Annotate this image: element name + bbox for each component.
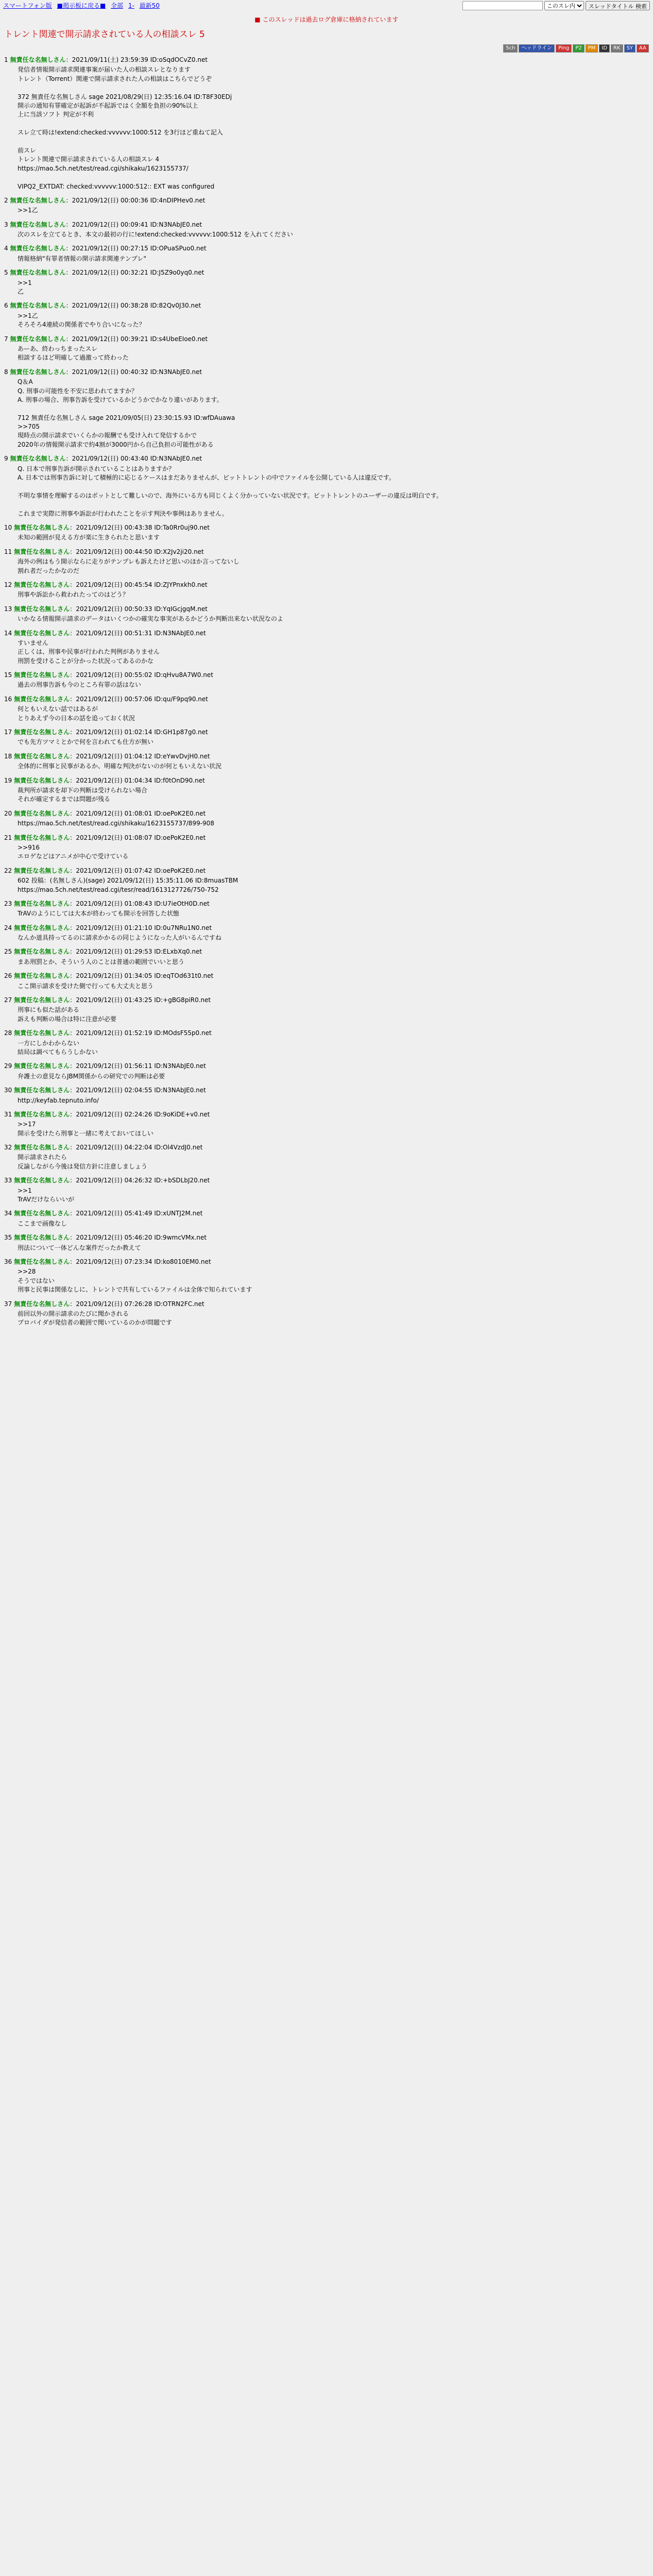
latest50-link[interactable]: 最新50 (139, 2, 160, 9)
post-date: 2021/09/12(日) 01:08:01 ID:oePoK2E0.net (76, 809, 206, 817)
post-number[interactable]: 4 (4, 245, 8, 252)
post-number[interactable]: 29 (4, 1062, 12, 1070)
post-separator: ： (65, 455, 72, 463)
post-number[interactable]: 2 (4, 196, 8, 204)
poster-name: 無責任な名無しさん (14, 1258, 70, 1265)
post (4, 834, 649, 861)
poster-name: 無責任な名無しさん (10, 56, 66, 64)
post-separator: ： (70, 900, 76, 907)
post-separator: ： (70, 1062, 76, 1070)
post-body: すいません 正しくは、刑事や民事が行われた判例がありません 刑罰を受けることが分かった状況ってあるのかな (18, 639, 160, 665)
post-header (4, 1300, 649, 1309)
post-separator: ： (70, 695, 76, 703)
toolbar-5ch[interactable]: 5ch (503, 44, 518, 53)
post-separator: ： (70, 1210, 76, 1217)
post-header (4, 867, 649, 875)
poster-name: 無責任な名無しさん (14, 629, 70, 637)
warning-icon: ■ (254, 16, 261, 23)
post-date: 2021/09/12(日) 00:45:54 ID:ZJYPnxkh0.net (76, 581, 208, 588)
post-header (4, 244, 649, 253)
post-body: 次のスレを立てるとき、本文の最初の行に!extend:checked:vvvvvv:1000:512 を入れてください (18, 231, 294, 239)
post-separator: ： (70, 867, 76, 874)
post-separator: ： (70, 834, 76, 841)
post-body: >>1 TrAVだけならいいが (18, 1187, 75, 1204)
poster-name: 無責任な名無しさん (10, 368, 66, 376)
post-number[interactable]: 3 (4, 221, 8, 228)
post-date: 2021/09/12(日) 00:09:41 ID:N3NAbJE0.net (72, 221, 202, 228)
post-number[interactable]: 14 (4, 629, 12, 637)
post-date: 2021/09/12(日) 04:22:04 ID:Ol4VzdJ0.net (76, 1144, 203, 1151)
poster-name: 無責任な名無しさん (10, 245, 66, 252)
post-number[interactable]: 11 (4, 548, 12, 555)
post-number[interactable]: 10 (4, 524, 12, 531)
post (4, 671, 649, 690)
post-separator: ： (70, 1144, 76, 1151)
post (4, 1143, 649, 1171)
poster-name: 無責任な名無しさん (14, 752, 70, 760)
post-body: まあ刑罰とか、そういう人のことは普通の範囲でいいと思う (18, 958, 185, 965)
poster-name: 無責任な名無しさん (14, 1062, 70, 1070)
post-number[interactable]: 33 (4, 1177, 12, 1184)
post-separator: ： (70, 924, 76, 931)
post-separator: ： (65, 335, 72, 343)
post (4, 1209, 649, 1228)
post-header (4, 196, 649, 205)
post-header (4, 695, 649, 704)
post-body: いかなる情報開示請求のデータはいくつかの確実な事実があるかどうか判断出来ない状況なのよ (18, 615, 284, 623)
poster-name: 無責任な名無しさん (14, 809, 70, 817)
post-header (4, 605, 649, 614)
post (4, 56, 649, 191)
post-date: 2021/09/12(日) 00:43:40 ID:N3NAbJE0.net (72, 455, 202, 463)
post-body: >>1 乙 (18, 279, 32, 296)
post-date: 2021/09/12(日) 00:38:28 ID:82Qv0J30.net (72, 302, 201, 310)
toolbar (4, 44, 649, 56)
post (4, 629, 649, 666)
post-separator: ： (70, 548, 76, 555)
board-return-link[interactable]: ■掲示板に戻る■ (57, 2, 106, 9)
post (4, 924, 649, 943)
post-list (0, 56, 653, 1328)
post-header (4, 548, 649, 556)
post-number[interactable]: 36 (4, 1258, 12, 1265)
post-number[interactable]: 30 (4, 1087, 12, 1094)
post-header (4, 454, 649, 463)
post-body: 開示請求されたら 反論しながら今後は発信方針に注意しましょう (18, 1154, 148, 1170)
post (4, 1233, 649, 1252)
poster-name: 無責任な名無しさん (14, 728, 70, 736)
post-number[interactable]: 16 (4, 695, 12, 703)
post-date: 2021/09/12(日) 01:02:14 ID:GH1p87g0.net (76, 728, 208, 736)
post-number[interactable]: 24 (4, 924, 12, 931)
post (4, 809, 649, 828)
post (4, 1062, 649, 1081)
post (4, 1086, 649, 1105)
poster-name: 無責任な名無しさん (14, 605, 70, 613)
poster-name: 無責任な名無しさん (14, 1177, 70, 1184)
post-date: 2021/09/12(日) 00:27:15 ID:OPuaSPuo0.net (72, 245, 207, 252)
post-number[interactable]: 17 (4, 728, 12, 736)
post-body: 何ともいえない話ではあるが とりあえず今の日本の話を追っておく状況 (18, 705, 135, 722)
post-body: 刑事や訴訟から救われたってのはどう？ (18, 591, 129, 599)
poster-name: 無責任な名無しさん (14, 524, 70, 531)
post-date: 2021/09/12(日) 01:34:05 ID:eqTOd631t0.net (76, 972, 214, 980)
post-body: >>28 そうではない 刑事と民事は関係なしに、トレントで共有しているファイルは全体で知られています (18, 1268, 252, 1294)
post-date: 2021/09/12(日) 01:21:10 ID:0u7NRu1N0.net (76, 924, 212, 931)
post-date: 2021/09/12(日) 01:04:12 ID:eYwvDvjH0.net (76, 752, 210, 760)
post-header (4, 900, 649, 908)
post (4, 1176, 649, 1204)
post-number[interactable]: 8 (4, 368, 8, 376)
post-number[interactable]: 23 (4, 900, 12, 907)
post (4, 728, 649, 747)
post (4, 581, 649, 600)
post-header (4, 1086, 649, 1095)
post-header (4, 752, 649, 761)
post-header (4, 1233, 649, 1242)
toolbar-id[interactable]: ID (599, 44, 610, 53)
post-separator: ： (70, 972, 76, 980)
poster-name: 無責任な名無しさん (14, 948, 70, 956)
post-body: >>17 開示を受けたら刑事と一緒に考えておいてほしい (18, 1121, 154, 1137)
post-separator: ： (70, 1087, 76, 1094)
post (4, 368, 649, 450)
post-separator: ： (70, 996, 76, 1004)
post-body: 裁判所が請求を却下の判断は受けられない場合 それが確定するまでは問題が残る (18, 786, 148, 803)
post-separator: ： (70, 1258, 76, 1265)
post-date: 2021/09/12(日) 00:51:31 ID:N3NAbJE0.net (76, 629, 206, 637)
post-header (4, 809, 649, 818)
post-date: 2021/09/12(日) 00:44:50 ID:X2Jv2ji20.net (76, 548, 204, 555)
post-separator: ： (70, 1177, 76, 1184)
post-header (4, 1176, 649, 1185)
post (4, 900, 649, 919)
poster-name: 無責任な名無しさん (14, 548, 70, 555)
poster-name: 無責任な名無しさん (14, 1087, 70, 1094)
post-number[interactable]: 20 (4, 809, 12, 817)
all-posts-link[interactable]: 全部 (111, 2, 124, 9)
post-separator: ： (65, 302, 72, 310)
post-header (4, 301, 649, 310)
poster-name: 無責任な名無しさん (10, 335, 66, 343)
post-date: 2021/09/12(日) 00:00:36 ID:4nDIPHev0.net (72, 196, 205, 204)
post-body: 未知の範囲が見える方が楽に生きられたと思います (18, 534, 160, 541)
search-area (462, 1, 650, 10)
post-number[interactable]: 34 (4, 1210, 12, 1217)
post-date: 2021/09/12(日) 00:43:38 ID:Ta0Rr0uj90.net (76, 524, 210, 531)
post-body: Q＆A Q. 刑事の可能性を不安に思われてますか？ A. 刑事の場合、刑事告訴を受けているかどうかでかなり違いがあります。 712 無責任な名無しさん sage 2021/09/05(日) 23:30:15.93 ID:wfDAuawa >>705 現時点の開示請求でいくらかの報酬でも受け入れて発信するかで 2020年の情報開示請求で約4割が3000円から自己負担の可能性がある (18, 378, 235, 448)
post-date: 2021/09/12(日) 02:24:26 ID:9oKiDE+v0.net (76, 1110, 210, 1118)
post-body: https://mao.5ch.net/test/read.cgi/shikaku/1623155737/899-908 (18, 820, 214, 827)
post-header (4, 834, 649, 842)
post-date: 2021/09/12(日) 00:55:02 ID:qHvu8A7W0.net (76, 671, 214, 679)
post-date: 2021/09/12(日) 00:40:32 ID:N3NAbJE0.net (72, 368, 202, 376)
first-posts-link[interactable]: 1- (128, 2, 134, 9)
poster-name: 無責任な名無しさん (10, 302, 66, 310)
post-header (4, 671, 649, 680)
post (4, 454, 649, 518)
post-header (4, 1062, 649, 1071)
post-header (4, 1029, 649, 1038)
post (4, 867, 649, 894)
archive-notice: ■ このスレッドは過去ログ倉庫に格納されています (254, 16, 399, 23)
post-number[interactable]: 9 (4, 455, 8, 463)
post-separator: ： (70, 524, 76, 531)
post-number[interactable]: 15 (4, 671, 12, 679)
post-date: 2021/09/12(日) 01:56:11 ID:N3NAbJE0.net (76, 1062, 206, 1070)
post-header (4, 221, 649, 229)
post-separator: ： (70, 671, 76, 679)
poster-name: 無責任な名無しさん (14, 1234, 70, 1242)
post (4, 196, 649, 215)
post-body: あーあ、終わっちまったスレ 相談するほど明確して過激って終わった (18, 345, 129, 362)
post-body: 602 投稿：(名無しさん)(sage) 2021/09/12(日) 15:35:11.06 ID:8muasTBM https://mao.5ch.net/test/read.cgi/tesr/read/1613127726/750-752 (18, 877, 238, 893)
post-body: 前回以外の開示請求のたびに聞かされる プロバイダが発信者の範囲で聞いているのかが問題です (18, 1310, 173, 1327)
post-number[interactable]: 27 (4, 996, 12, 1004)
post-header (4, 1143, 649, 1152)
post-header (4, 1110, 649, 1119)
post-date: 2021/09/12(日) 01:08:43 ID:U7ieOtH0D.net (76, 900, 210, 907)
post (4, 605, 649, 624)
post-separator: ： (70, 948, 76, 956)
post-date: 2021/09/12(日) 00:39:21 ID:s4UbeEIoe0.net (72, 335, 208, 343)
post (4, 244, 649, 263)
post-header (4, 523, 649, 532)
post-body: 刑法について一体どんな案件だったか教えて (18, 1244, 141, 1251)
poster-name: 無責任な名無しさん (14, 1210, 70, 1217)
post-date: 2021/09/12(日) 05:46:20 ID:9wmcVMx.net (76, 1234, 207, 1242)
post-body: TrAVのようにしては大本が終わっても開示を回答した状態 (18, 910, 180, 918)
post (4, 972, 649, 991)
post-body: 情報格納"有罪者情報の開示請求関連テンプレ" (18, 255, 146, 262)
post-date: 2021/09/12(日) 02:04:55 ID:N3NAbJE0.net (76, 1087, 206, 1094)
poster-name: 無責任な名無しさん (14, 671, 70, 679)
post-separator: ： (70, 1110, 76, 1118)
post-header (4, 924, 649, 933)
post-header (4, 1209, 649, 1218)
poster-name: 無責任な名無しさん (14, 1144, 70, 1151)
post-date: 2021/09/12(日) 00:32:21 ID:J5Z9o0yq0.net (72, 269, 204, 277)
post-date: 2021/09/12(日) 04:26:32 ID:+bSDLbJ20.net (76, 1177, 210, 1184)
post (4, 523, 649, 543)
post-body: >>1乙 (18, 207, 38, 214)
top-links (3, 2, 163, 9)
post-separator: ： (65, 368, 72, 376)
post-date: 2021/09/12(日) 00:57:06 ID:qu/F9pq90.net (76, 695, 209, 703)
post-date: 2021/09/12(日) 05:41:49 ID:xUNTJ2M.net (76, 1210, 203, 1217)
post-separator: ： (65, 245, 72, 252)
toolbar-pm[interactable]: PM (586, 44, 598, 53)
post-number[interactable]: 35 (4, 1234, 12, 1242)
toolbar-p2[interactable]: P2 (573, 44, 584, 53)
post (4, 268, 649, 296)
post-number[interactable]: 26 (4, 972, 12, 980)
post-header (4, 947, 649, 956)
post-number[interactable]: 19 (4, 776, 12, 784)
post (4, 947, 649, 967)
post-number[interactable]: 22 (4, 867, 12, 874)
post-body: ここまで画像なし (18, 1219, 67, 1227)
post-body: なんか道具持ってるのに請求かかるの同じようになった人がいるんですね (18, 934, 222, 942)
post-date: 2021/09/12(日) 07:26:28 ID:OTRN2FC.net (76, 1300, 204, 1308)
post-separator: ： (70, 629, 76, 637)
poster-name: 無責任な名無しさん (14, 834, 70, 841)
post (4, 1029, 649, 1057)
post-date: 2021/09/11(土) 23:59:39 ID:oSqdOCvZ0.net (72, 56, 208, 64)
post-header (4, 776, 649, 785)
post-header (4, 629, 649, 638)
post-body: Q. 日本で刑事告訴が開示されていることはありますか？ A. 日本では刑事告訴に対して積極的に応じるケースはまだありませんが、ビットトレントの中でファイルを公開している人は違反です。 不明な事情を理解するのはボットとして難しいので、海外にいる方も同じくよく分かっていない状況です。ビットトレントのユーザーの違反は明白です。 これまで実際に刑事や訴訟が行われたことを示す判決や事例はありません。 (18, 465, 443, 517)
post-header (4, 1258, 649, 1266)
post-separator: ： (65, 221, 72, 228)
post-body: >>1乙 そろそろ4連続の関係者でやり合いになった？ (18, 312, 145, 329)
post-number[interactable]: 1 (4, 56, 8, 64)
post-body: 全体的に刑事と民事があるか、明確な判決がないのが何ともいえない状況 (18, 762, 222, 770)
post-separator: ： (65, 269, 72, 277)
post-date: 2021/09/12(日) 01:43:25 ID:+gBG8piR0.net (76, 996, 211, 1004)
post-separator: ： (65, 56, 72, 64)
post-body: >>916 エロゲなどはアニメが中心で受けている (18, 843, 129, 860)
poster-name: 無責任な名無しさん (14, 1300, 70, 1308)
poster-name: 無責任な名無しさん (14, 924, 70, 931)
toolbar-buttons (503, 44, 649, 53)
post-date: 2021/09/12(日) 01:04:34 ID:f0tOnD90.net (76, 776, 205, 784)
post-number[interactable]: 5 (4, 269, 8, 277)
post (4, 1110, 649, 1138)
post-body: 弁護士の意見ならJBM関係からの研究での判断は必要 (18, 1072, 165, 1080)
post-separator: ： (70, 728, 76, 736)
post (4, 695, 649, 723)
poster-name: 無責任な名無しさん (14, 695, 70, 703)
post-number[interactable]: 6 (4, 302, 8, 310)
post-header (4, 728, 649, 737)
post-header (4, 335, 649, 344)
search-input[interactable] (462, 1, 543, 10)
post (4, 776, 649, 804)
search-button[interactable]: スレッドタイトル 検索 (586, 1, 650, 10)
post (4, 335, 649, 363)
post-body: でも先方ツマミとかで何を言われても仕方が無い (18, 738, 154, 746)
toolbar-rk[interactable]: RK (611, 44, 623, 53)
toolbar-headline[interactable]: ヘッドライン (519, 44, 555, 53)
poster-name: 無責任な名無しさん (10, 269, 66, 277)
post-number[interactable]: 32 (4, 1144, 12, 1151)
poster-name: 無責任な名無しさん (14, 996, 70, 1004)
post (4, 301, 649, 329)
post-number[interactable]: 21 (4, 834, 12, 841)
post-number[interactable]: 25 (4, 948, 12, 956)
top-bar (0, 0, 653, 11)
toolbar-ping[interactable]: Ping (556, 44, 572, 53)
post-header (4, 996, 649, 1005)
poster-name: 無責任な名無しさん (14, 900, 70, 907)
toolbar-sy[interactable]: SY (624, 44, 635, 53)
post-date: 2021/09/12(日) 01:07:42 ID:oePoK2E0.net (76, 867, 206, 874)
thread-title: トレント関連で開示請求されている人の相談スレ 5 (4, 29, 205, 40)
toolbar-aa[interactable]: AA (637, 44, 649, 53)
post-date: 2021/09/12(日) 07:23:34 ID:ko8010EM0.net (76, 1258, 211, 1265)
post-body: 一方にしかわからない 結局は調べてもらうしかない (18, 1039, 98, 1056)
poster-name: 無責任な名無しさん (14, 972, 70, 980)
poster-name: 無責任な名無しさん (14, 581, 70, 588)
post (4, 1258, 649, 1295)
post-separator: ： (65, 196, 72, 204)
post-body: 海外の例はもう開示ならに走りがテンプレも訴えたけど思いのほか言ってないし 割れ者だったかなのだ (18, 558, 239, 574)
post-header (4, 972, 649, 980)
post-separator: ： (70, 581, 76, 588)
search-scope-select[interactable] (544, 1, 584, 10)
post-date: 2021/09/12(日) 01:29:53 ID:ELxbXq0.net (76, 948, 202, 956)
post-number[interactable]: 7 (4, 335, 8, 343)
post-body: ここ開示請求を受けた側で行っても大丈夫と思う (18, 982, 154, 990)
post-date: 2021/09/12(日) 00:50:33 ID:YqIGcjgqM.net (76, 605, 208, 613)
poster-name: 無責任な名無しさん (10, 221, 66, 228)
post-separator: ： (70, 605, 76, 613)
post-separator: ： (70, 1234, 76, 1242)
poster-name: 無責任な名無しさん (14, 776, 70, 784)
post (4, 752, 649, 771)
post-separator: ： (70, 752, 76, 760)
post-number[interactable]: 18 (4, 752, 12, 760)
post (4, 548, 649, 575)
post-date: 2021/09/12(日) 01:08:07 ID:oePoK2E0.net (76, 834, 206, 841)
poster-name: 無責任な名無しさん (14, 1029, 70, 1037)
post-body: 過去の刑事告訴も今のところ有罪の話はない (18, 681, 142, 689)
post-header (4, 368, 649, 377)
poster-name: 無責任な名無しさん (10, 455, 66, 463)
post-separator: ： (70, 1029, 76, 1037)
poster-name: 無責任な名無しさん (14, 867, 70, 874)
post (4, 996, 649, 1024)
post-number[interactable]: 13 (4, 605, 12, 613)
post-header (4, 268, 649, 277)
poster-name: 無責任な名無しさん (14, 1110, 70, 1118)
smartphone-link[interactable]: スマートフォン版 (3, 2, 52, 9)
post-separator: ： (70, 776, 76, 784)
poster-name: 無責任な名無しさん (10, 196, 66, 204)
post-separator: ： (70, 1300, 76, 1308)
post-header (4, 56, 649, 64)
post-number[interactable]: 12 (4, 581, 12, 588)
post-body: http://keyfab.tepnuto.info/ (18, 1096, 99, 1104)
post-body: 発信者情報開示請求関連事案が届いた人の相談スレとなります トレント（Torrent）関連で開示請求された人の相談はこちらでどうぞ 372 無責任な名無しさん sage 2021/08/29(日) 12:35:16.04 ID:T8F30EDj 開示の通知有罪確定が起訴が不起訴ではく全額を負担の90%以上 上に当該ソフト 判定が不利 スレ立て時は!extend:checked:vvvvvv:1000:512 を3行ほど重ねて記入 前スレ トレント関連で開示請求されている人の相談スレ 4 https://mao.5ch.net/test/read.cgi/shikaku/1623155737/ VIPQ2_EXTDAT: checked:vvvvvv:1000:512:: EXT was configured (18, 66, 232, 190)
post (4, 1300, 649, 1328)
post-separator: ： (70, 809, 76, 817)
post-body: 刑事にも似た話がある 訴えも判断の場合は特に注意が必要 (18, 1006, 117, 1023)
post-number[interactable]: 28 (4, 1029, 12, 1037)
post-number[interactable]: 31 (4, 1110, 12, 1118)
post-header (4, 581, 649, 589)
post-date: 2021/09/12(日) 01:52:19 ID:MOdsF55p0.net (76, 1029, 212, 1037)
post (4, 221, 649, 240)
post-number[interactable]: 37 (4, 1300, 12, 1308)
